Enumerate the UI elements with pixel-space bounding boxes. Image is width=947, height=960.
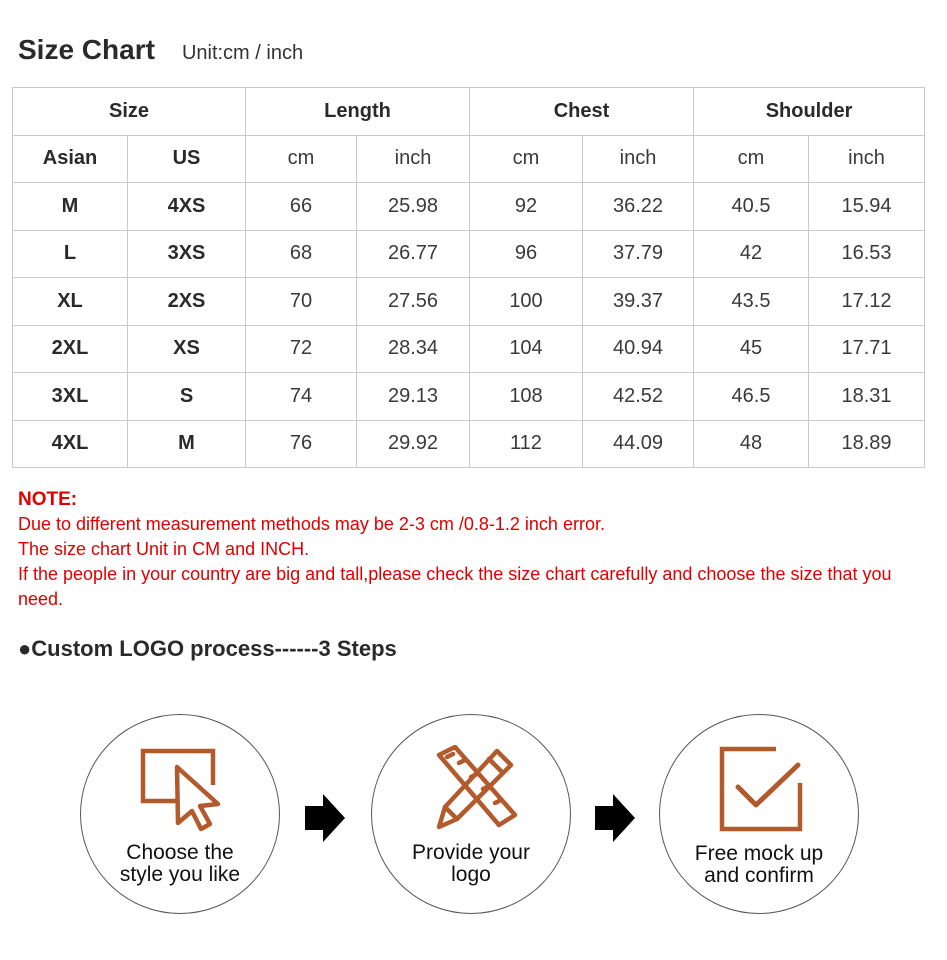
- size-table: [12, 87, 925, 468]
- table-cell: 18.89: [809, 420, 925, 468]
- table-cell: 112: [470, 420, 583, 468]
- subheader-cell: inch: [357, 135, 470, 183]
- table-cell: 28.34: [357, 325, 470, 373]
- table-row: [13, 278, 925, 326]
- process-title: ●Custom LOGO process------3 Steps: [18, 636, 397, 661]
- pencil-ruler-icon: [427, 745, 519, 837]
- page-title: Size Chart: [18, 34, 155, 65]
- group-header: Size: [13, 88, 246, 136]
- table-cell: 100: [470, 278, 583, 326]
- subheader-cell: inch: [583, 135, 694, 183]
- step-mock-up: [659, 714, 859, 914]
- note-line: If the people in your country are big and tall,please check the size chart carefully and choose the size that you need.: [18, 564, 892, 609]
- table-cell: 36.22: [583, 183, 694, 231]
- table-cell: 29.13: [357, 373, 470, 421]
- table-cell: 72: [246, 325, 357, 373]
- table-cell: 68: [246, 230, 357, 278]
- unit-label: Unit:cm / inch: [181, 42, 304, 64]
- table-cell: 37.79: [583, 230, 694, 278]
- step-provide-logo: [371, 714, 571, 914]
- subheader-row: [13, 135, 925, 183]
- table-cell: 4XL: [13, 420, 128, 468]
- table-cell: 25.98: [357, 183, 470, 231]
- note-section: [18, 487, 923, 612]
- table-cell: 92: [470, 183, 583, 231]
- table-cell: M: [128, 420, 246, 468]
- table-cell: 17.12: [809, 278, 925, 326]
- step-caption-line: Choose the: [126, 841, 234, 864]
- step-caption-line: logo: [451, 863, 491, 886]
- table-cell: 29.92: [357, 420, 470, 468]
- table-cell: 108: [470, 373, 583, 421]
- table-cell: 48: [694, 420, 809, 468]
- group-header: Chest: [470, 88, 694, 136]
- table-cell: XL: [13, 278, 128, 326]
- subheader-cell: Asian: [13, 135, 128, 183]
- arrow-right-icon: [593, 792, 637, 844]
- table-cell: 3XL: [13, 373, 128, 421]
- table-cell: S: [128, 373, 246, 421]
- subheader-cell: cm: [694, 135, 809, 183]
- step-caption-line: and confirm: [704, 864, 814, 887]
- table-cell: 43.5: [694, 278, 809, 326]
- table-row: [13, 325, 925, 373]
- table-row: [13, 373, 925, 421]
- table-row: [13, 183, 925, 231]
- table-row: [13, 420, 925, 468]
- size-chart-header: [18, 34, 303, 66]
- table-cell: 39.37: [583, 278, 694, 326]
- cursor-select-icon: [137, 745, 227, 835]
- table-cell: 18.31: [809, 373, 925, 421]
- table-cell: 76: [246, 420, 357, 468]
- table-cell: 104: [470, 325, 583, 373]
- step-choose-style: [80, 714, 280, 914]
- table-cell: 96: [470, 230, 583, 278]
- table-cell: 2XL: [13, 325, 128, 373]
- checkbox-icon: [718, 745, 806, 833]
- table-cell: 17.71: [809, 325, 925, 373]
- step-caption-line: Free mock up: [694, 842, 824, 865]
- subheader-cell: cm: [246, 135, 357, 183]
- step-caption-line: style you like: [119, 863, 241, 886]
- table-cell: M: [13, 183, 128, 231]
- group-header: Shoulder: [694, 88, 925, 136]
- note-title: NOTE:: [18, 489, 78, 510]
- table-cell: 15.94: [809, 183, 925, 231]
- table-cell: 3XS: [128, 230, 246, 278]
- table-cell: 4XS: [128, 183, 246, 231]
- subheader-cell: cm: [470, 135, 583, 183]
- table-cell: 40.5: [694, 183, 809, 231]
- step-caption-line: Provide your: [412, 841, 530, 864]
- group-header-row: [13, 88, 925, 136]
- table-cell: 66: [246, 183, 357, 231]
- table-cell: 2XS: [128, 278, 246, 326]
- note-line: Due to different measurement methods may be 2-3 cm /0.8-1.2 inch error.: [18, 514, 605, 534]
- table-cell: 70: [246, 278, 357, 326]
- table-row: [13, 230, 925, 278]
- subheader-cell: US: [128, 135, 246, 183]
- table-cell: 44.09: [583, 420, 694, 468]
- arrow-right-icon: [303, 792, 347, 844]
- table-cell: 16.53: [809, 230, 925, 278]
- group-header: Length: [246, 88, 470, 136]
- table-cell: 45: [694, 325, 809, 373]
- table-cell: 74: [246, 373, 357, 421]
- table-cell: 27.56: [357, 278, 470, 326]
- table-cell: 42: [694, 230, 809, 278]
- table-cell: 46.5: [694, 373, 809, 421]
- subheader-cell: inch: [809, 135, 925, 183]
- note-line: The size chart Unit in CM and INCH.: [18, 539, 310, 559]
- table-cell: L: [13, 230, 128, 278]
- table-cell: 26.77: [357, 230, 470, 278]
- table-cell: 42.52: [583, 373, 694, 421]
- table-cell: XS: [128, 325, 246, 373]
- table-cell: 40.94: [583, 325, 694, 373]
